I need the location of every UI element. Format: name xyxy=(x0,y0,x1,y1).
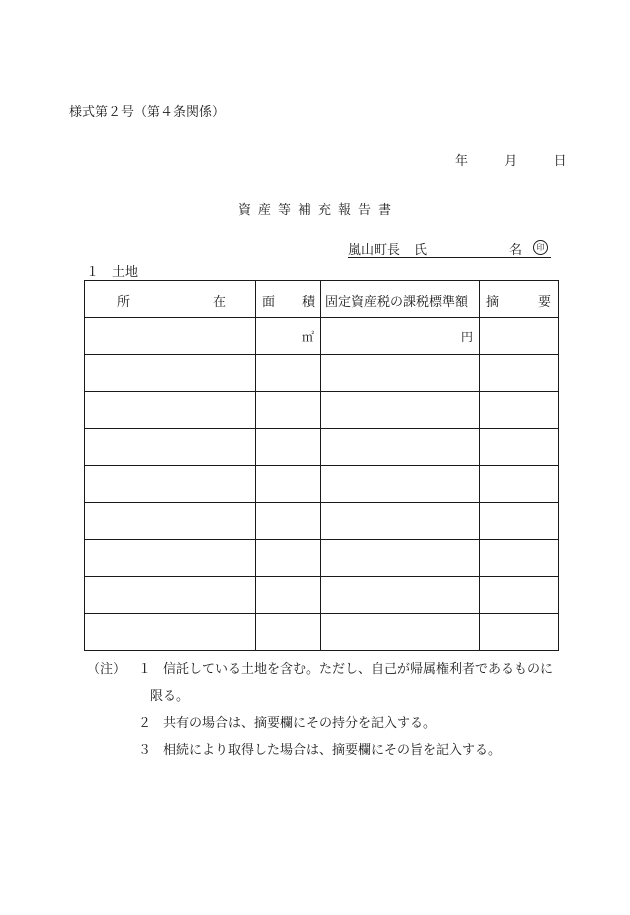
seal-mark: 印 xyxy=(533,240,548,255)
table-row xyxy=(85,429,559,466)
document-title: 資産等補充報告書 xyxy=(238,203,399,218)
location-cell[interactable] xyxy=(85,392,256,429)
header-remarks: 摘 要 xyxy=(480,281,559,318)
tax-base-cell[interactable] xyxy=(321,614,480,651)
table-header-row xyxy=(85,281,559,318)
section-heading: １ 土地 xyxy=(86,265,139,280)
tax-base-cell[interactable] xyxy=(321,577,480,614)
date-day-label: 日 xyxy=(553,154,567,169)
area-cell[interactable] xyxy=(256,355,321,392)
date-month-label: 月 xyxy=(504,154,518,169)
form-number: 様式第２号（第４条関係） xyxy=(69,105,226,120)
tax-base-cell[interactable] xyxy=(321,503,480,540)
date-line xyxy=(455,150,567,169)
remarks-cell[interactable] xyxy=(480,503,559,540)
area-cell[interactable] xyxy=(256,392,321,429)
area-cell[interactable] xyxy=(256,429,321,466)
addressee-line xyxy=(348,239,551,258)
tax-base-cell[interactable] xyxy=(321,392,480,429)
note-2-number: ２ xyxy=(138,716,152,731)
table-row xyxy=(85,318,559,355)
remarks-cell[interactable] xyxy=(480,429,559,466)
header-location: 所 在 xyxy=(85,281,256,318)
location-cell[interactable] xyxy=(85,503,256,540)
tax-base-cell[interactable] xyxy=(321,466,480,503)
area-cell[interactable] xyxy=(256,466,321,503)
table-row xyxy=(85,355,559,392)
location-cell[interactable] xyxy=(85,355,256,392)
remarks-cell[interactable] xyxy=(480,577,559,614)
header-tax-base: 固定資産税の課税標準額 xyxy=(321,281,480,318)
notes-label: （注） xyxy=(87,662,127,677)
remarks-cell[interactable] xyxy=(480,392,559,429)
area-cell[interactable] xyxy=(256,577,321,614)
note-3-text: 相続により取得した場合は、摘要欄にその旨を記入する。 xyxy=(163,743,502,758)
tax-base-unit: 円 xyxy=(321,318,480,355)
tax-base-cell[interactable] xyxy=(321,429,480,466)
location-cell[interactable] xyxy=(85,614,256,651)
recipient-label: 嵐山町長 xyxy=(348,243,401,258)
location-cell[interactable] xyxy=(85,318,256,355)
area-cell[interactable] xyxy=(256,614,321,651)
note-1-continued: 限る。 xyxy=(150,689,190,704)
header-area: 面 積 xyxy=(256,281,321,318)
note-3-number: ３ xyxy=(138,743,152,758)
note-2-text: 共有の場合は、摘要欄にその持分を記入する。 xyxy=(163,716,437,731)
table-row xyxy=(85,577,559,614)
name-label-1: 氏 xyxy=(414,243,428,258)
tax-base-cell[interactable] xyxy=(321,355,480,392)
location-cell[interactable] xyxy=(85,577,256,614)
table-row xyxy=(85,466,559,503)
remarks-cell[interactable] xyxy=(480,466,559,503)
table-row xyxy=(85,614,559,651)
remarks-cell[interactable] xyxy=(480,355,559,392)
note-1-text: 信託している土地を含む。ただし、自己が帰属権利者であるものに xyxy=(163,662,554,677)
name-label-2: 名 xyxy=(509,243,523,258)
remarks-cell[interactable] xyxy=(480,614,559,651)
land-table xyxy=(84,280,559,651)
remarks-cell[interactable] xyxy=(480,540,559,577)
table-row xyxy=(85,540,559,577)
area-cell[interactable] xyxy=(256,540,321,577)
area-cell[interactable] xyxy=(256,503,321,540)
location-cell[interactable] xyxy=(85,540,256,577)
table-row xyxy=(85,392,559,429)
location-cell[interactable] xyxy=(85,466,256,503)
remarks-cell[interactable] xyxy=(480,318,559,355)
note-1-number: １ xyxy=(138,662,152,677)
table-row xyxy=(85,503,559,540)
tax-base-cell[interactable] xyxy=(321,540,480,577)
table-body xyxy=(85,355,559,651)
area-unit: ㎡ xyxy=(256,318,321,355)
date-year-label: 年 xyxy=(455,154,469,169)
location-cell[interactable] xyxy=(85,429,256,466)
